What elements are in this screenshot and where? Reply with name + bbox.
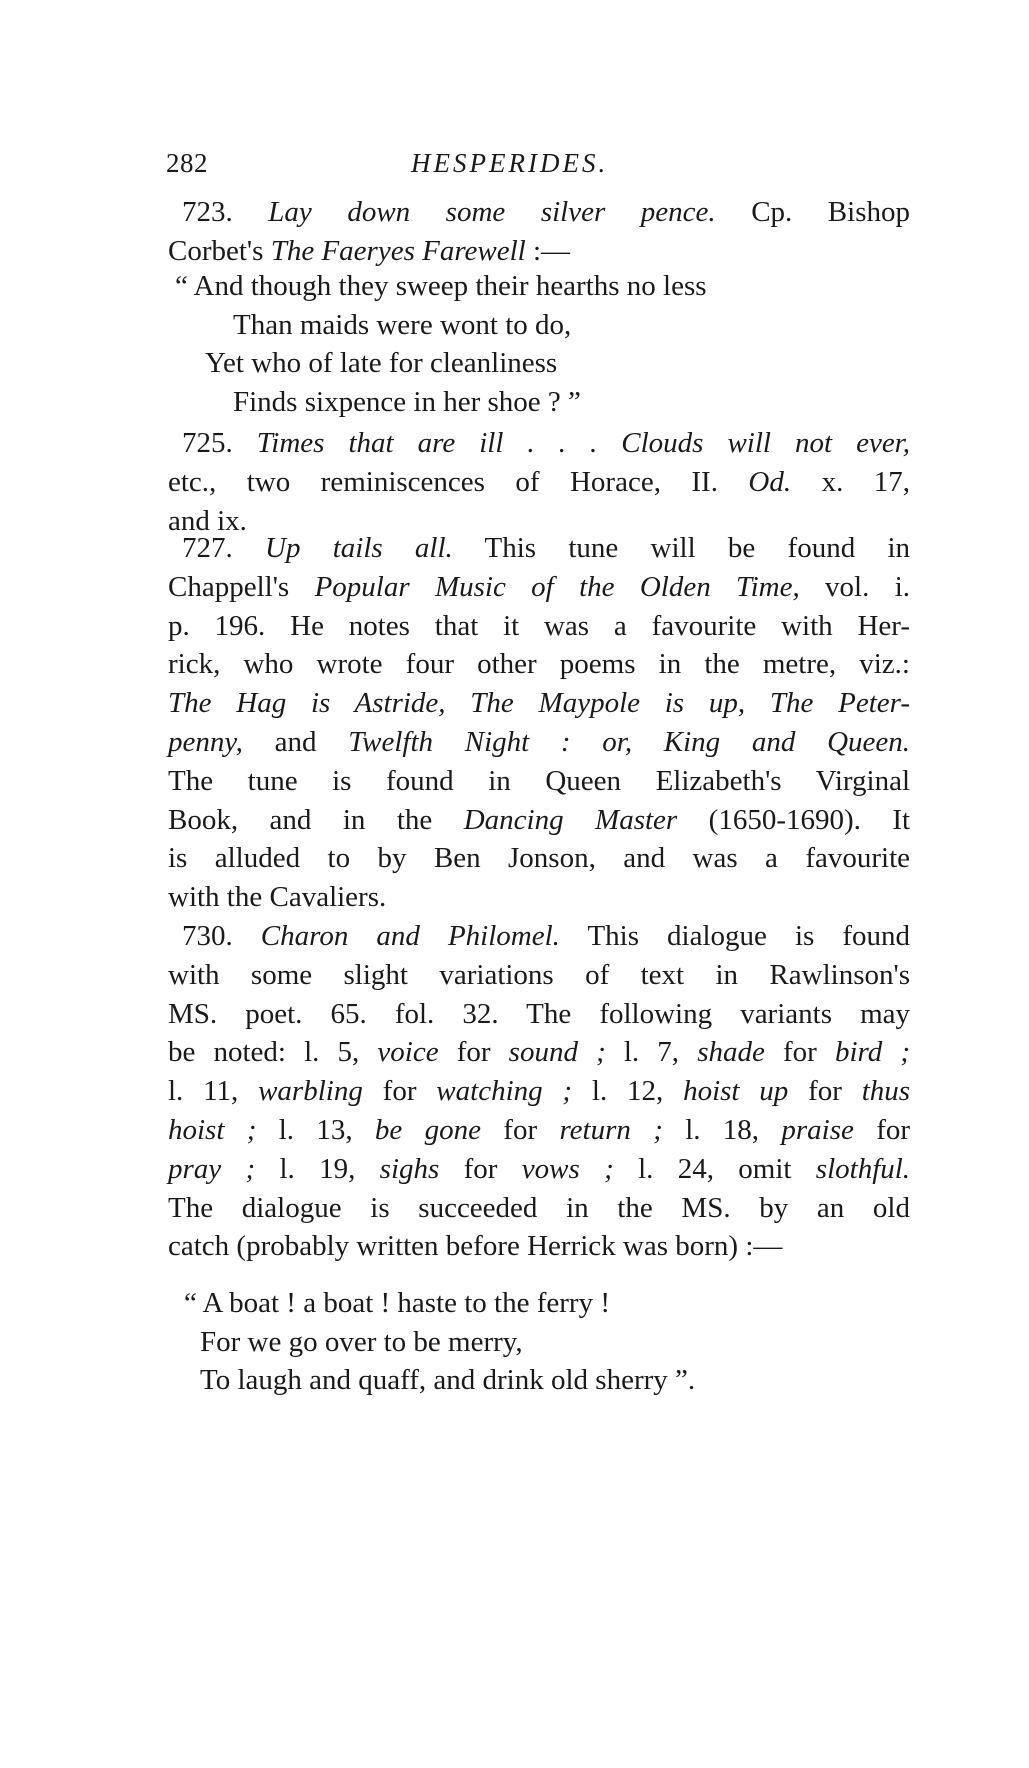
note-730-line-2: with some slight variations of text in Rawlinson's	[168, 958, 910, 991]
note-title: Charon and Philomel.	[260, 920, 560, 952]
note-730	[168, 917, 910, 1266]
note-727-line-8: Book, and in the Dancing Master (1650-1690). It	[168, 803, 911, 836]
note-723-line-1: 723. Lay down some silver pence. Cp. Bishop	[182, 196, 910, 228]
note-727-line-2: Chappell's Popular Music of the Olden Time, vol. i.	[168, 570, 911, 603]
note-725-line-3: and ix.	[168, 504, 247, 537]
note-723	[168, 193, 910, 271]
verse-line: For we go over to be merry,	[200, 1325, 523, 1358]
note-title: Lay down some silver pence.	[268, 196, 716, 228]
verse-line: Yet who of late for cleanliness	[205, 347, 558, 379]
note-730-line-4: be noted: l. 5, voice for sound ; l. 7, shade for bird ;	[168, 1036, 910, 1069]
page-number: 282	[166, 148, 208, 178]
note-727-line-6: penny, and Twelfth Night : or, King and Queen.	[168, 725, 911, 758]
note-723-line-2: Corbet's The Faeryes Farewell :—	[168, 234, 571, 267]
note-725	[168, 424, 910, 540]
note-727-line-4: rick, who wrote four other poems in the metre, viz.:	[168, 648, 910, 681]
poem-quotation-2	[184, 1284, 695, 1400]
note-number: 723.	[182, 196, 233, 228]
note-730-line-3: MS. poet. 65. fol. 32. The following variants may	[168, 997, 910, 1030]
page-header	[166, 148, 912, 188]
verse-line: “ And though they sweep their hearths no less	[175, 270, 707, 302]
work-title: The Faeryes Farewell	[270, 234, 526, 267]
note-730-line-5: l. 11, warbling for watching ; l. 12, hoist up for thus	[168, 1075, 911, 1108]
verse-line: “ A boat ! a boat ! haste to the ferry !	[184, 1287, 610, 1319]
note-number: 727.	[182, 532, 233, 564]
note-727-line-10: with the Cavaliers.	[168, 881, 387, 914]
note-727	[168, 529, 910, 917]
note-730-line-7: pray ; l. 19, sighs for vows ; l. 24, omit slothful.	[168, 1152, 911, 1185]
note-727-line-1: 727. Up tails all. This tune will be found in	[182, 532, 911, 564]
note-730-line-6: hoist ; l. 13, be gone for return ; l. 18, praise for	[168, 1113, 911, 1146]
note-727-line-7: The tune is found in Queen Elizabeth's Virginal	[168, 764, 910, 797]
note-title: Up tails all.	[265, 532, 453, 564]
verse-line: Finds sixpence in her shoe ? ”	[233, 385, 581, 418]
note-730-line-8: The dialogue is succeeded in the MS. by an old	[168, 1191, 910, 1224]
note-725-line-1: 725. Times that are ill . . . Clouds will not ever,	[182, 427, 911, 459]
note-727-line-9: is alluded to by Ben Jonson, and was a favourite	[168, 842, 910, 875]
note-725-line-2: etc., two reminiscences of Horace, II. Od. x. 17,	[168, 465, 911, 498]
verse-line: To laugh and quaff, and drink old sherry ”.	[200, 1364, 696, 1396]
running-title: HESPERIDES.	[411, 148, 609, 178]
note-number: 725.	[182, 427, 233, 459]
verse-line: Than maids were wont to do,	[233, 308, 572, 341]
poem-quotation-1	[175, 267, 707, 421]
note-727-line-5: The Hag is Astride, The Maypole is up, The Peter-	[168, 687, 910, 720]
note-730-line-9: catch (probably written before Herrick was born) :—	[168, 1230, 783, 1263]
note-number: 730.	[182, 920, 233, 952]
note-727-line-3: p. 196. He notes that it was a favourite with Her-	[168, 609, 910, 642]
note-730-line-1: 730. Charon and Philomel. This dialogue is found	[182, 920, 910, 952]
